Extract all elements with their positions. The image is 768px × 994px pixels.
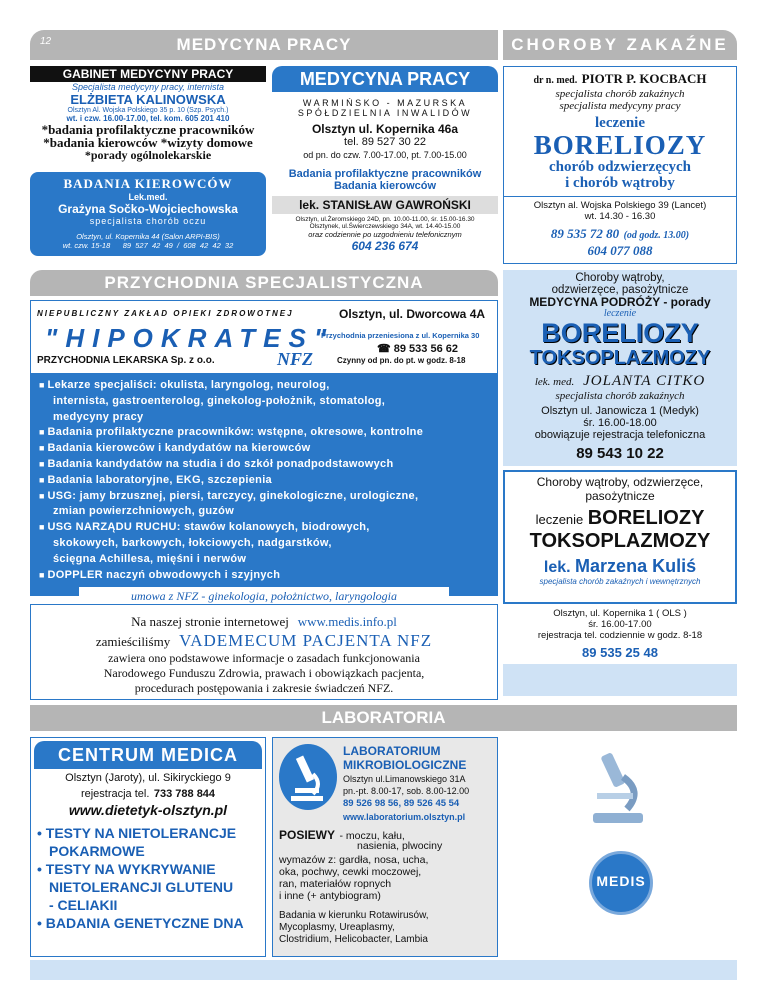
hipokrates-moved: Przychodnia przeniesiona z ul. Kopernika 30 [321, 331, 480, 340]
citko-registration: obowiązuje rejestracja telefoniczna [534, 429, 706, 441]
gabinet-subtitle: Specjalista medycyny pracy, internista [72, 82, 224, 92]
service-text: Lekarze specjaliści: okulista, laryngolog, neurolog, [47, 379, 330, 391]
centrum-medica-ad [30, 737, 266, 957]
kocbach-tel1-note: (od godz. 13.00) [623, 230, 690, 241]
gabinet-name: ELŻBIETA KALINOWSKA [70, 92, 226, 107]
kocbach-boreliozy: BORELIOZY [533, 130, 707, 160]
kocbach-choroby1: chorób odzwierzęcych [548, 159, 692, 175]
citko-choroby2: odzwierzęce, pasożytnicze [551, 284, 689, 296]
service-text: USG: jamy brzusznej, piersi, tarczycy, ginekologiczne, urologiczne, [47, 489, 419, 502]
medis-vademecum-ad [30, 604, 498, 700]
kocbach-leczenie: leczenie [595, 115, 645, 131]
hipokrates-services [31, 373, 497, 604]
citko-medycyna-podrozy: MEDYCYNA PODRÓŻY - porady [529, 295, 711, 309]
service-item-cont: medycyny pracy [53, 410, 144, 423]
bullet-icon: ■ [39, 380, 48, 390]
kocbach-spec1: specjalista chorób zakaźnych [555, 88, 685, 100]
bullet-icon: ■ [39, 427, 48, 438]
badania-hours: wt. czw. 15-18 89 527 42 49 / 608 42 42 32 [62, 241, 234, 250]
mikro-badania2: Mycoplasmy, Ureaplasmy, [279, 922, 395, 933]
kulis-choroby1: Choroby wątroby, odzwierzęce, [536, 475, 704, 489]
badania-lek: Lek.med. [128, 192, 168, 202]
bottom-strip [30, 960, 737, 980]
badania-spec: specjalista chorób oczu [89, 216, 207, 226]
citko-toksoplazmozy: TOKSOPLAZMOZY [529, 347, 711, 369]
spoldzielnia-address: Olsztyn ul. Kopernika 46a [311, 122, 459, 136]
medis-link[interactable]: www.medis.info.pl [297, 614, 397, 629]
bullet-icon: ■ [39, 474, 48, 485]
badania-title: BADANIA KIEROWCÓW [63, 176, 233, 191]
badania-address: Olsztyn, ul. Kopernika 44 (Salon ARPI-BIS) [76, 232, 220, 241]
mikro-address: Olsztyn ul.Limanowskiego 31A [343, 774, 466, 784]
kulis-choroby2: pasożytnicze [585, 489, 655, 503]
mikro-wymazy1: wymazów z: gardła, nosa, ucha, [279, 854, 429, 866]
spoldzielnia-sub1: WARMIŃSKO - MAZURSKA [302, 98, 468, 108]
kulis-registration: rejestracja tel. codziennie w godz. 8-18 [537, 630, 703, 641]
hipokrates-ad [30, 300, 498, 604]
medis-vademecum: VADEMECUM PACJENTA NFZ [179, 631, 433, 650]
kocbach-tel1: 89 535 72 80 [550, 226, 620, 241]
citko-tel: 89 543 10 22 [576, 445, 664, 462]
citko-name: JOLANTA CITKO [583, 373, 706, 389]
hipokrates-address: Olsztyn, ul. Dworcowa 4A [339, 307, 486, 321]
kocbach-name: PIOTR P. KOCBACH [581, 71, 707, 86]
citko-choroby1: Choroby wątroby, [575, 272, 665, 284]
gawronski-addr3: oraz codziennie po uzgodnieniu telefonicznym [308, 230, 462, 239]
microscope-illustration-icon [583, 747, 653, 832]
kulis-ad [503, 470, 737, 700]
kulis-leczenie: leczenie [535, 512, 584, 527]
centrum-bullet2b: NIETOLERANCJI GLUTENU [49, 879, 234, 895]
mikro-tel: 89 526 98 56, 89 526 45 54 [343, 798, 460, 809]
bullet-icon: ■ [39, 490, 48, 501]
gabinet-ad [30, 66, 266, 166]
bullet-icon: ■ [39, 569, 48, 580]
centrum-bullet3: • BADANIA GENETYCZNE DNA [37, 915, 244, 931]
medis-line4: Narodowego Funduszu Zdrowia, prawach i obowiązkach pacjenta, [103, 666, 425, 680]
mikro-title1: LABORATORIUM [343, 744, 441, 758]
kulis-lek: lek. [543, 559, 571, 576]
citko-ad [503, 270, 737, 466]
medis-logo-text: MEDIS [596, 873, 646, 889]
gabinet-line1: *badania profilaktyczne pracowników [41, 122, 255, 137]
centrum-tel-label: rejestracja tel. [80, 788, 150, 800]
hipokrates-niepubl: NIEPUBLICZNY ZAKŁAD OPIEKI ZDROWOTNEJ [37, 309, 294, 318]
hipokrates-company: PRZYCHODNIA LEKARSKA Sp. z o.o. [37, 355, 215, 366]
right-bottom-panel [503, 737, 737, 957]
gawronski-name: lek. STANISŁAW GAWROŃSKI [272, 196, 498, 214]
spoldzielnia-ad [272, 66, 498, 164]
kulis-boreliozy: BORELIOZY [587, 507, 705, 529]
hipokrates-umowa: umowa z NFZ - ginekologia, położnictwo, laryngologia [79, 587, 449, 605]
service-item-cont: ścięgna Achillesa, mięśni i nerwów [53, 552, 247, 565]
mikro-badania3: Clostridium, Helicobacter, Lambia [279, 934, 428, 945]
service-item [39, 489, 489, 505]
mikro-posiewy: POSIEWY [279, 828, 336, 842]
centrum-bullet1b: POKARMOWE [49, 843, 145, 859]
mikro-ad [272, 737, 498, 957]
medis-line3: zawiera ono podstawowe informacje o zasadach funkcjonowania [108, 651, 420, 665]
service-text: Badania profilaktyczne pracowników: wstępne, okresowe, kontrolne [47, 426, 424, 439]
citko-lek: lek. med. [534, 376, 575, 388]
service-item-cont: zmian powierzchniowych, guzów [53, 505, 235, 518]
spoldzielnia-hours: od pn. do czw. 7.00-17.00, pt. 7.00-15.00 [303, 150, 467, 160]
service-text: Badania laboratoryjne, EKG, szczepienia [47, 473, 272, 486]
service-item [39, 568, 489, 584]
spoldzielnia-sub2: SPÓŁDZIELNIA INWALIDÓW [297, 108, 473, 118]
gabinet-line2: *badania kierowców *wizyty domowe [43, 135, 253, 150]
service-item [39, 378, 489, 394]
mikro-wymazy4: i inne (+ antybiogram) [279, 890, 381, 902]
spoldzielnia-title: MEDYCYNA PRACY [272, 66, 498, 92]
gawronski-addr2: Olsztynek, ul.Świerczewskiego 34A, wt. 14.40-15.00 [309, 223, 461, 230]
gabinet-line3: *porady ogólnolekarskie [84, 148, 212, 162]
mikro-badania1: Badania w kierunku Rotawirusów, [279, 910, 429, 921]
page-number: 12 [40, 36, 52, 47]
microscope-icon [279, 744, 337, 810]
mikro-posiewy2: nasienia, plwociny [357, 840, 443, 852]
citko-address: Olsztyn ul. Janowicza 1 (Medyk) [541, 405, 699, 417]
gawronski-tel: 604 236 674 [351, 239, 419, 253]
citko-hours: śr. 16.00-18.00 [583, 417, 657, 429]
mikro-wymazy2: oka, pochwy, cewki moczowej, [279, 866, 422, 878]
services-list [39, 378, 489, 583]
hipokrates-tel: ☎ 89 533 56 62 [377, 343, 458, 355]
citko-spec: specjalista chorób zakaźnych [555, 390, 685, 402]
bullet-icon: ■ [39, 522, 48, 533]
service-item [39, 520, 489, 536]
citko-boreliozy: BORELIOZY [541, 318, 699, 348]
service-text: DOPPLER naczyń obwodowych i szyjnych [47, 568, 281, 581]
centrum-bullet1a: • TESTY NA NIETOLERANCJE [37, 825, 237, 841]
service-text: Badania kierowców i kandydatów na kierowców [47, 442, 311, 455]
mikro-title2: MIKROBIOLOGICZNE [343, 758, 467, 772]
header-medycyna-pracy: MEDYCYNA PRACY [30, 30, 498, 60]
centrum-tel: 733 788 844 [153, 788, 216, 800]
kulis-spec: specjalista chorób zakaźnych i wewnętrznych [539, 577, 701, 586]
service-item [39, 457, 489, 473]
gabinet-title: GABINET MEDYCYNY PRACY [30, 66, 266, 82]
gabinet-hours: wt. i czw. 16.00-17.00, tel. kom. 605 201 410 [66, 114, 230, 123]
header-choroby-zakazne: CHOROBY ZAKAŹNE [503, 30, 737, 60]
service-item [39, 473, 489, 489]
kulis-tel: 89 535 25 48 [582, 645, 658, 660]
kulis-address: Olsztyn, ul. Kopernika 1 ( OLS ) [553, 608, 687, 619]
gawronski-title2: Badania kierowców [333, 180, 437, 192]
gabinet-address: Olsztyn Al. Wojska Polskiego 35 p. 10 (Szp. Psych.) [67, 107, 229, 114]
nfz-logo: NFZ [277, 349, 313, 369]
kocbach-ad [503, 66, 737, 264]
medis-line1a: Na naszej stronie internetowej [131, 614, 289, 629]
centrum-address: Olsztyn (Jaroty), ul. Sikiryckiego 9 [65, 772, 231, 784]
service-text: Badania kandydatów na studia i do szkół ponadpodstawowych [47, 457, 394, 470]
laboratoria-header: LABORATORIA [30, 705, 737, 731]
citko-leczenie: leczenie [603, 308, 637, 319]
centrum-web[interactable]: www.dietetyk-olsztyn.pl [68, 802, 228, 818]
mikro-wymazy3: ran, materiałów ropnych [279, 878, 392, 890]
centrum-bullet2c: - CELIAKII [49, 897, 118, 913]
kocbach-hours: wt. 14.30 - 16.30 [584, 211, 656, 222]
spoldzielnia-tel: tel. 89 527 30 22 [344, 136, 426, 148]
mikro-hours: pn.-pt. 8.00-17, sob. 8.00-12.00 [343, 786, 470, 796]
kulis-name: Marzena Kuliś [575, 556, 697, 576]
bullet-icon: ■ [39, 443, 48, 454]
kulis-toksoplazmozy: TOKSOPLAZMOZY [529, 530, 711, 552]
kocbach-address: Olsztyn al. Wojska Polskiego 39 (Lancet) [533, 200, 707, 211]
service-item-cont: skokowych, barkowych, łokciowych, nadgarstków, [53, 536, 332, 549]
kulis-hours: śr. 16.00-17.00 [588, 619, 652, 630]
kocbach-prefix: dr n. med. [533, 75, 578, 86]
mikro-posiewy1: - moczu, kału, [339, 830, 405, 842]
przychodnia-header: PRZYCHODNIA SPECJALISTYCZNA [30, 270, 498, 296]
kocbach-choroby2: i chorób wątroby [565, 175, 675, 191]
medis-line5: procedurach postępowania i zakresie świadczeń NFZ. [134, 681, 394, 695]
badania-kierowcow-ad [30, 172, 266, 256]
gawronski-ad [272, 168, 498, 264]
kocbach-tel2: 604 077 088 [587, 243, 653, 258]
hipokrates-logo: "HIPOKRATES" [45, 323, 335, 353]
kocbach-spec2: specjalista medycyny pracy [559, 100, 681, 112]
hipokrates-open: Czynny od pn. do pt. w godz. 8-18 [337, 356, 466, 365]
service-item [39, 425, 489, 441]
service-text: USG NARZĄDU RUCHU: stawów kolanowych, biodrowych, [47, 521, 370, 534]
centrum-bullet2a: • TESTY NA WYKRYWANIE [37, 861, 216, 877]
badania-name: Grażyna Sočko-Wojciechowska [58, 202, 238, 216]
service-item-cont: internista, gastroenterolog, ginekolog-położnik, stomatolog, [53, 394, 386, 407]
medis-line2a: zamieściliśmy [95, 634, 171, 649]
gawronski-addr1: Olsztyn, ul.Żeromskiego 24D, pn. 10.00-11.00, śr. 15.00-16.30 [295, 216, 475, 223]
bullet-icon: ■ [39, 458, 48, 469]
service-item [39, 441, 489, 457]
gawronski-title1: Badania profilaktyczne pracowników [288, 168, 482, 180]
mikro-web[interactable]: www.laboratorium.olsztyn.pl [343, 812, 466, 822]
centrum-title: CENTRUM MEDICA [34, 741, 262, 769]
